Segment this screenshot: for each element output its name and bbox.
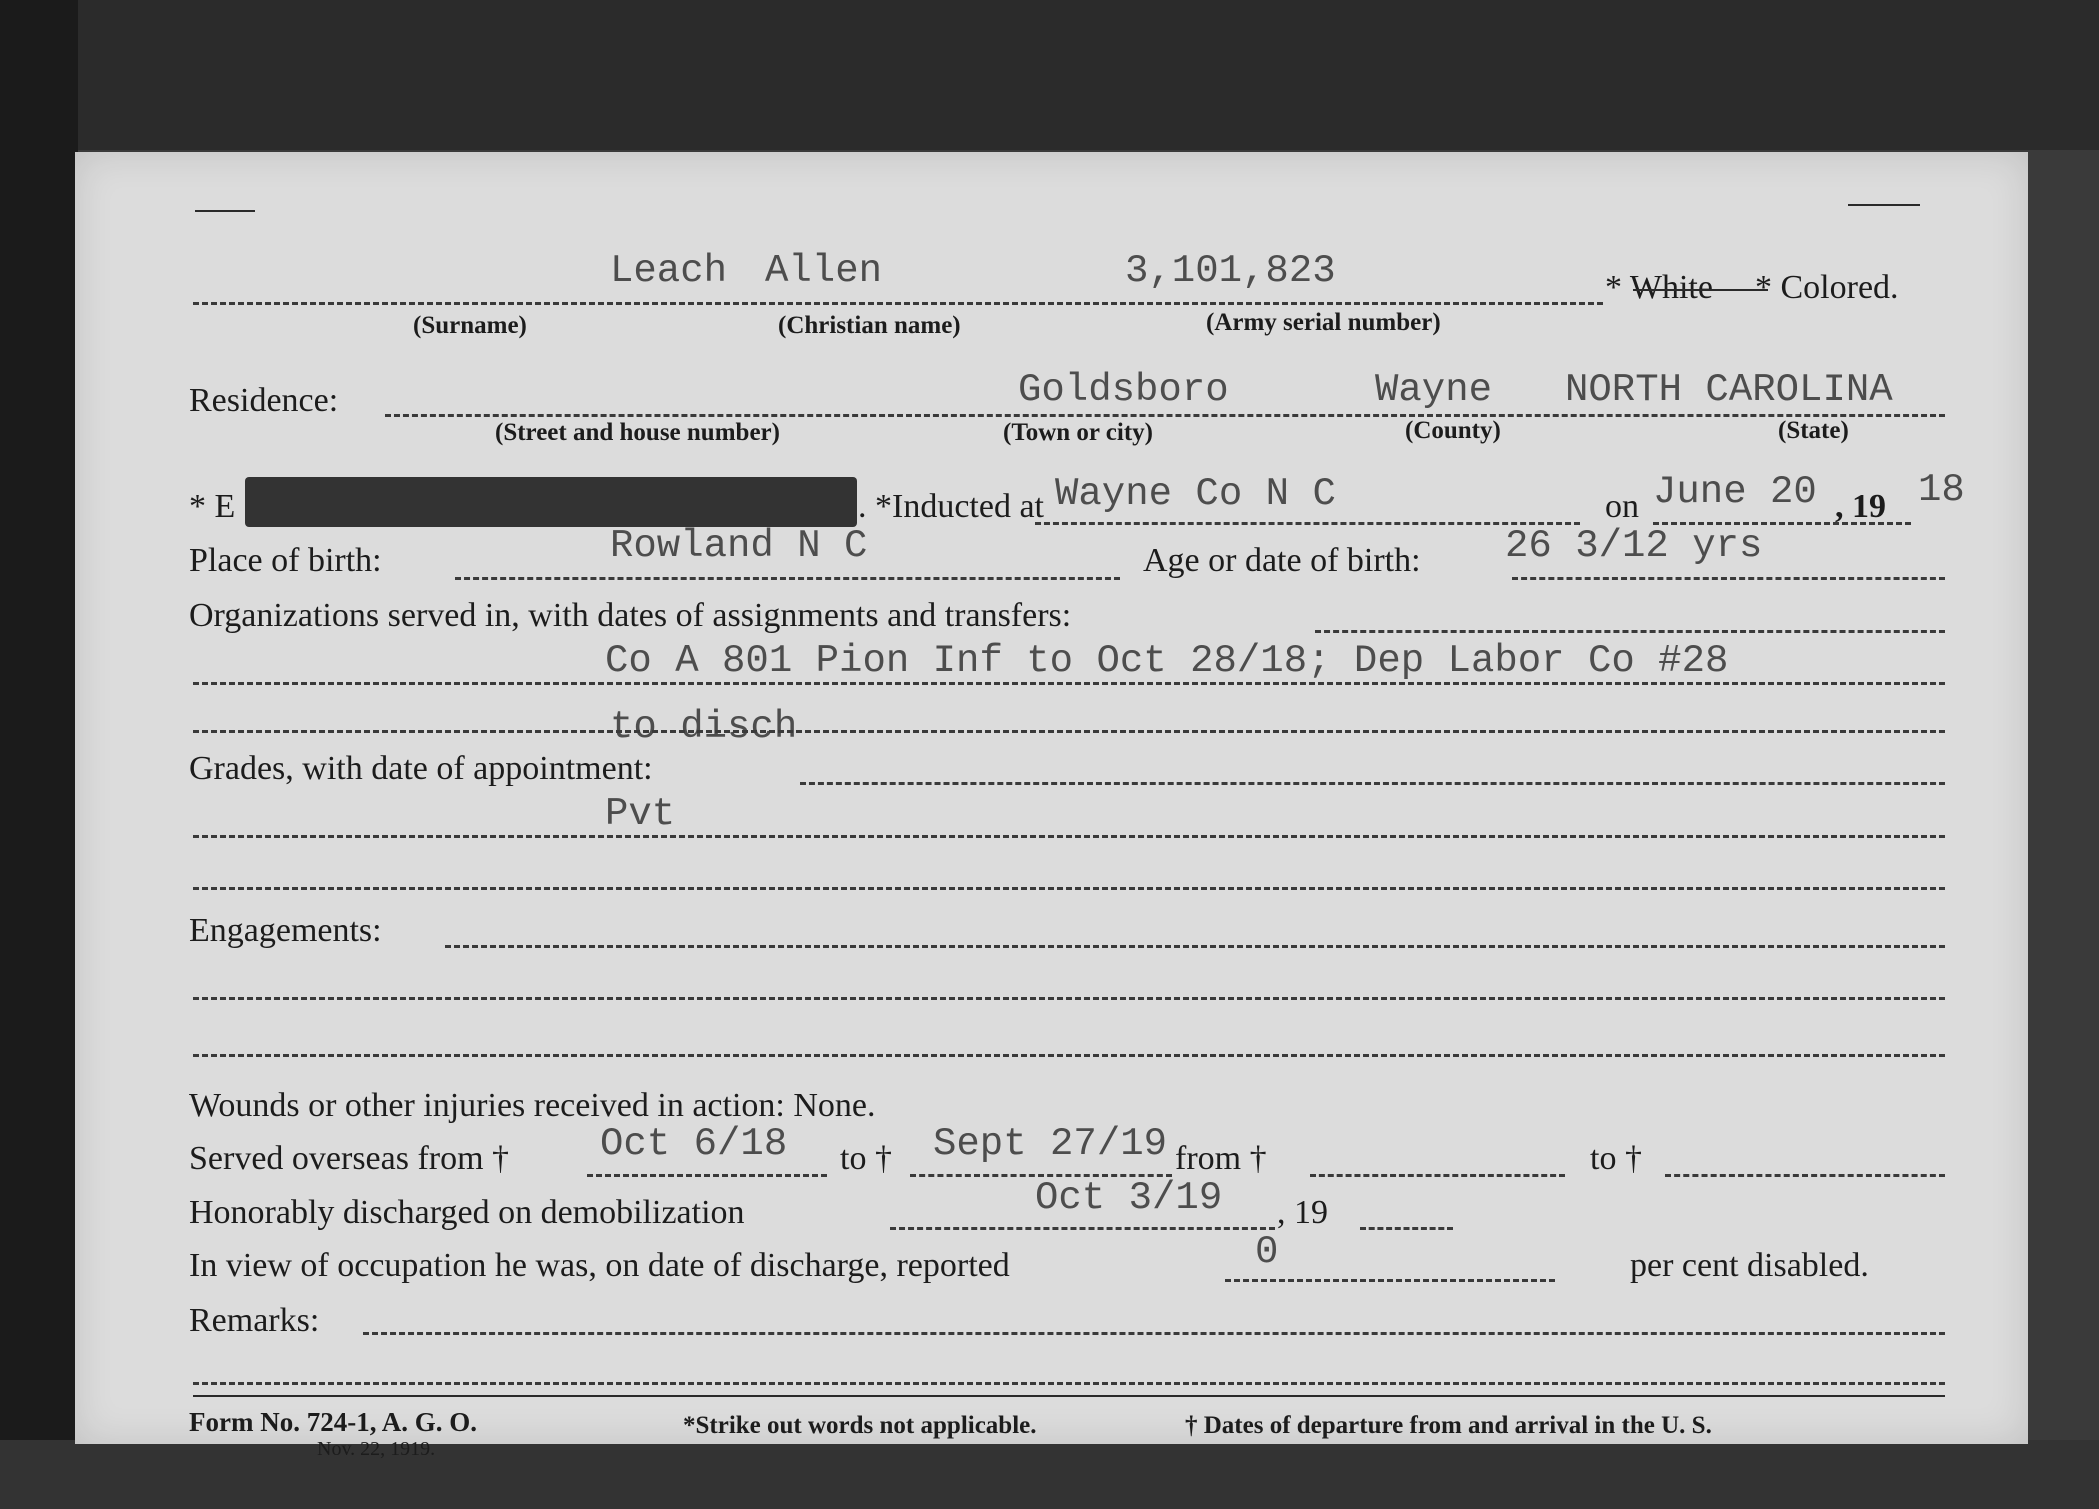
overseas-from2-line xyxy=(1310,1174,1565,1177)
army-serial-number-value: 3,101,823 xyxy=(1125,249,1336,293)
overseas-to-label: to † xyxy=(840,1140,892,1177)
age-value: 26 3/12 yrs xyxy=(1505,524,1763,568)
residence-label: Residence: xyxy=(189,382,339,419)
age-line xyxy=(1512,577,1945,580)
disability-suffix: per cent disabled. xyxy=(1630,1247,1869,1284)
discharge-date-line xyxy=(890,1227,1275,1230)
residence-line xyxy=(385,414,1945,417)
christian-name-caption: (Christian name) xyxy=(778,312,961,339)
induction-place-line xyxy=(1035,522,1580,525)
engagements-line-2 xyxy=(193,1054,1945,1057)
inducted-at-label: . *Inducted at xyxy=(858,488,1044,525)
induction-place: Wayne Co N C xyxy=(1055,472,1336,516)
grades-label: Grades, with date of appointment: xyxy=(189,750,653,787)
form-date: Nov. 22, 1919. xyxy=(317,1438,436,1460)
discharge-year-line xyxy=(1360,1227,1453,1230)
disability-label: In view of occupation he was, on date of discharge, reported xyxy=(189,1247,1010,1284)
residence-county: Wayne xyxy=(1375,368,1493,412)
age-label: Age or date of birth: xyxy=(1143,542,1421,579)
grades-line-1 xyxy=(193,835,1945,838)
footer-rule xyxy=(193,1395,1945,1397)
induction-year-suffix: 18 xyxy=(1918,468,1965,512)
race-white-strike xyxy=(1633,289,1768,291)
place-of-birth-label: Place of birth: xyxy=(189,542,382,579)
top-right-rule xyxy=(1848,204,1920,206)
organizations-label: Organizations served in, with dates of assignments and transfers: xyxy=(189,597,1072,634)
overseas-from2-label: from † xyxy=(1175,1140,1267,1177)
state-caption: (State) xyxy=(1778,417,1849,444)
town-caption: (Town or city) xyxy=(1003,419,1153,446)
name-line xyxy=(193,302,1603,305)
disability-value: 0 xyxy=(1255,1230,1279,1274)
race-colored: * Colored. xyxy=(1755,269,1899,306)
induction-date: June 20 xyxy=(1653,470,1817,514)
grades-line-0 xyxy=(800,782,1945,785)
overseas-from-line xyxy=(587,1174,827,1177)
overseas-to-value: Sept 27/19 xyxy=(933,1122,1168,1166)
organizations-line-1: Co A 801 Pion Inf to Oct 28/18; Dep Labor Co #28 xyxy=(605,639,1729,683)
engagements-line-1 xyxy=(193,997,1945,1000)
overseas-to2-line xyxy=(1665,1174,1945,1177)
scan-background-left xyxy=(0,0,78,1509)
surname-caption: (Surname) xyxy=(413,312,527,339)
note-dates: † Dates of departure from and arrival in the U. S. xyxy=(1185,1412,1712,1439)
induction-year-prefix: , 19 xyxy=(1835,488,1886,525)
remarks-label: Remarks: xyxy=(189,1302,320,1339)
remarks-line-0 xyxy=(363,1332,1945,1335)
army-serial-caption: (Army serial number) xyxy=(1206,309,1441,336)
surname-value: Leach xyxy=(610,249,728,293)
organizations-line-2: to disch xyxy=(610,705,798,749)
engagements-label: Engagements: xyxy=(189,912,382,949)
race-white: * White xyxy=(1605,269,1713,306)
disability-line xyxy=(1225,1279,1555,1282)
enlisted-prefix: * E xyxy=(189,488,236,525)
overseas-from-label: Served overseas from † xyxy=(189,1140,510,1177)
remarks-line-1 xyxy=(193,1382,1945,1385)
redaction-bar xyxy=(245,477,857,527)
grades-value: Pvt xyxy=(605,792,676,836)
christian-name-value: Allen xyxy=(765,249,883,293)
organizations-rule-1 xyxy=(193,682,1945,685)
note-strike-out: *Strike out words not applicable. xyxy=(683,1412,1037,1439)
residence-town: Goldsboro xyxy=(1018,368,1229,412)
grades-line-2 xyxy=(193,887,1945,890)
place-of-birth-value: Rowland N C xyxy=(610,524,868,568)
scan-background-top xyxy=(0,0,2099,150)
service-record-card xyxy=(75,152,2028,1460)
residence-state: NORTH CAROLINA xyxy=(1565,368,1893,412)
top-left-rule xyxy=(195,210,255,212)
overseas-to2-label: to † xyxy=(1590,1140,1642,1177)
county-caption: (County) xyxy=(1405,417,1501,444)
induction-on-label: on xyxy=(1605,488,1639,525)
scan-background-bottom xyxy=(0,1440,2099,1509)
overseas-from-value: Oct 6/18 xyxy=(600,1122,788,1166)
wounds-label: Wounds or other injuries received in action: None. xyxy=(189,1087,876,1124)
form-number: Form No. 724-1, A. G. O. xyxy=(189,1407,477,1437)
organizations-rule-2 xyxy=(193,730,1945,733)
discharge-date: Oct 3/19 xyxy=(1035,1176,1223,1220)
discharge-label: Honorably discharged on demobilization xyxy=(189,1194,745,1231)
engagements-line-0 xyxy=(445,945,1945,948)
organizations-line-0 xyxy=(1315,630,1945,633)
discharge-year-label: , 19 xyxy=(1277,1194,1328,1231)
street-caption: (Street and house number) xyxy=(495,419,780,446)
place-of-birth-line xyxy=(455,577,1120,580)
